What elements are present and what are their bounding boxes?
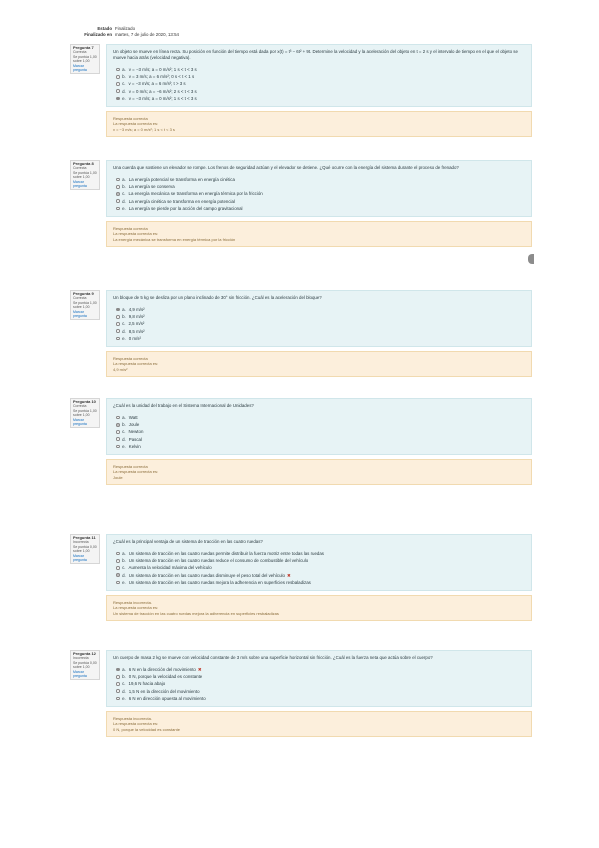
flag-question-link[interactable]: Marcar pregunta (73, 309, 87, 319)
answer-radio[interactable] (116, 68, 120, 72)
question-feedback (106, 595, 532, 621)
answer-text: v = −3 m/s; a = 0 m/s²; 1 s < t < 3 s (128, 67, 197, 72)
question-feedback (106, 111, 532, 137)
question-grade: Se puntúa 1,00 sobre 1,00 (73, 408, 97, 418)
answer-letter: d. (122, 328, 126, 334)
answer-letter: b. (122, 558, 126, 564)
flag-question-link[interactable]: Marcar pregunta (73, 179, 87, 189)
answer-text: v = −3 m/s; a = 6 m/s²; t > 3 s (128, 81, 186, 87)
answer-option[interactable] (116, 428, 525, 435)
answer-radio[interactable] (116, 185, 120, 189)
scroll-handle[interactable] (528, 254, 534, 264)
answer-option[interactable] (116, 335, 525, 342)
answer-text: Joule (128, 422, 140, 428)
question-info (70, 398, 100, 428)
question-number: Pregunta 8 (73, 161, 94, 166)
question-formulation (106, 398, 532, 455)
answer-option[interactable] (116, 564, 525, 571)
answer-text: 19,6 N hacia abajo (128, 681, 166, 687)
answer-letter: c. (122, 429, 126, 435)
answer-radio[interactable] (116, 682, 120, 686)
answer-radio[interactable] (116, 566, 120, 570)
answer-option[interactable] (116, 198, 525, 205)
answer-text: Un sistema de tracción en las cuatro ruedas mejora la adherencia en superficies resbaladizas (128, 579, 311, 585)
question-state: Correcta (73, 166, 87, 171)
answer-option[interactable] (116, 680, 525, 687)
answer-radio[interactable] (116, 689, 120, 693)
answer-radio[interactable] (116, 581, 120, 585)
feedback-body: La respuesta correcta es: (113, 605, 159, 611)
question-state: Correcta (73, 296, 87, 301)
answer-radio[interactable] (116, 437, 120, 441)
feedback-answer: v = −3 m/s; a = 0 m/s²; 1 s < t < 3 s (113, 126, 175, 132)
question-content (106, 398, 532, 485)
question-info (70, 160, 100, 190)
question-formulation (106, 650, 532, 707)
answer-option[interactable] (116, 695, 525, 702)
question-feedback (106, 351, 532, 377)
answer-text: Pascal (128, 436, 142, 442)
question-formulation (106, 44, 532, 107)
question-number: Pregunta 12 (73, 651, 96, 656)
question-formulation (106, 290, 532, 347)
answer-letter: a. (122, 67, 126, 72)
question-grade: Se puntúa 1,00 sobre 1,00 (73, 300, 97, 310)
answer-letter: a. (122, 307, 126, 312)
feedback-answer: 0 N, porque la velocidad es constante (113, 726, 180, 732)
question-text: Una cuerda que sostiene un elevador se rompe. Los frenos de seguridad actúan y el elevador se detiene. ¿Qué ocurre con la energía del sistema durante el proceso de frenado? (113, 165, 459, 170)
answer-list (113, 550, 525, 586)
answer-radio[interactable] (116, 337, 120, 341)
question-state: Incorrecta (73, 540, 89, 545)
answer-text: v = 3 m/s; a = 6 m/s²; 0 s < t < 1 s (128, 74, 195, 80)
question-content (106, 650, 532, 737)
answer-letter: b. (122, 422, 126, 428)
question-content (106, 160, 532, 247)
answer-radio[interactable] (116, 315, 120, 319)
feedback-title: Respuesta correcta (113, 464, 148, 470)
feedback-body: La respuesta correcta es: (113, 469, 159, 475)
feedback-answer: 4,9 m/s² (113, 366, 128, 372)
answer-text: Watt (128, 415, 138, 420)
flag-question-link[interactable]: Marcar pregunta (73, 417, 87, 427)
attempt-summary (84, 26, 179, 38)
feedback-body: La respuesta correcta es: (113, 231, 159, 237)
answer-text: Aumenta la velocidad máxima del vehículo (128, 565, 212, 571)
question-text: Un cuerpo de masa 2 kg se mueve con velocidad constante de 3 m/s sobre una superficie horizontal sin fricción. ¿Cuál es la fuerza neta que actúa sobre el cuerpo? (113, 655, 433, 660)
flag-question-link[interactable]: Marcar pregunta (73, 669, 87, 679)
answer-radio[interactable] (116, 329, 120, 333)
answer-text: v = −3 m/s; a = 0 m/s²; 1 s < t < 3 s (128, 95, 197, 101)
flag-question-link[interactable]: Marcar pregunta (73, 63, 87, 73)
question-number: Pregunta 10 (73, 399, 96, 404)
question-grade: Se puntúa 1,00 sobre 1,00 (73, 54, 97, 64)
answer-radio[interactable] (116, 89, 120, 93)
feedback-body: La respuesta correcta es: (113, 721, 159, 727)
question-text: ¿Cuál es la principal ventaja de un sistema de tracción en las cuatro ruedas? (113, 539, 263, 544)
answer-text: La energía se conserva (128, 184, 175, 190)
question-info (70, 290, 100, 320)
feedback-body: La respuesta correcta es: (113, 361, 159, 367)
status-value: Finalizado (115, 26, 136, 31)
status-label: Estado (97, 26, 112, 31)
answer-list (113, 176, 525, 212)
answer-option[interactable] (116, 190, 525, 197)
answer-radio[interactable] (116, 207, 120, 211)
answer-letter: d. (122, 436, 126, 442)
answer-text: 6 N en dirección opuesta al movimiento (128, 695, 206, 701)
answer-letter: d. (122, 572, 126, 578)
answer-letter: c. (122, 191, 126, 197)
answer-radio[interactable] (116, 308, 120, 312)
answer-text: 2,5 m/s² (128, 321, 145, 327)
answer-option[interactable] (116, 688, 525, 695)
answer-option[interactable] (116, 80, 525, 87)
answer-radio[interactable] (116, 322, 120, 326)
answer-letter: b. (122, 674, 126, 680)
answer-letter: c. (122, 321, 126, 327)
question-state: Incorrecta (73, 656, 89, 661)
question-number: Pregunta 11 (73, 535, 96, 540)
question-feedback (106, 459, 532, 485)
question-content (106, 290, 532, 377)
feedback-title: Respuesta correcta (113, 226, 148, 232)
question-text: ¿Cuál es la unidad del trabajo en el Sistema Internacional de Unidades? (113, 403, 254, 408)
answer-option[interactable] (116, 414, 525, 421)
answer-list (113, 666, 525, 702)
answer-option[interactable] (116, 95, 525, 102)
answer-radio[interactable] (116, 75, 120, 79)
answer-radio[interactable] (116, 559, 120, 563)
answer-text: Un sistema de tracción en las cuatro ruedas disminuye el peso total del vehículo (128, 572, 285, 578)
question-grade: Se puntúa 1,00 sobre 1,00 (73, 170, 97, 180)
answer-radio[interactable] (116, 82, 120, 86)
question-text: Un objeto se mueve en línea recta. Su posición en función del tiempo está dada por x(t) = t³ − 6t² + 9t. Determine la velocidad y la aceleración del objeto en t = 2 s y el intervalo de tiempo en el que el objeto se mueve hacia atrás (velocidad negativa). (113, 49, 518, 60)
answer-letter: b. (122, 184, 126, 190)
feedback-answer: Joule (113, 474, 123, 480)
answer-text: 8,5 m/s² (128, 328, 145, 334)
answer-radio[interactable] (116, 668, 120, 672)
finished-label: Finalizado en (84, 32, 112, 38)
answer-option[interactable] (116, 550, 525, 557)
answer-text: 0 N, porque la velocidad es constante (128, 674, 203, 680)
answer-radio[interactable] (116, 445, 120, 449)
feedback-title: Respuesta incorrecta. (113, 600, 152, 606)
answer-letter: c. (122, 681, 126, 687)
question-text: Un bloque de 5 kg se desliza por un plano inclinado de 30° sin fricción. ¿Cuál es la aceleración del bloque? (113, 295, 322, 300)
question-number: Pregunta 9 (73, 291, 94, 296)
question-info (70, 44, 100, 74)
answer-option[interactable] (116, 66, 525, 73)
answer-text: 1,5 N en la dirección del movimiento (128, 688, 200, 694)
answer-list (113, 414, 525, 450)
question-grade: Se puntúa 0,00 sobre 1,00 (73, 544, 97, 554)
finished-value: martes, 7 de julio de 2020, 13:54 (115, 32, 179, 38)
answer-option[interactable] (116, 579, 525, 586)
answer-letter: a. (122, 667, 126, 672)
answer-letter: e. (122, 579, 126, 585)
question-state: Correcta (73, 404, 87, 409)
feedback-title: Respuesta correcta (113, 116, 148, 122)
answer-list (113, 66, 525, 102)
answer-option[interactable] (116, 73, 525, 80)
answer-letter: d. (122, 88, 126, 94)
answer-text: 4,9 m/s² (128, 307, 145, 312)
answer-letter: a. (122, 551, 126, 556)
answer-option[interactable] (116, 421, 525, 428)
answer-option[interactable] (116, 572, 525, 579)
answer-radio[interactable] (116, 416, 120, 420)
answer-letter: b. (122, 314, 126, 320)
answer-letter: e. (122, 335, 126, 341)
question-content (106, 534, 532, 621)
question-formulation (106, 534, 532, 591)
answer-radio[interactable] (116, 430, 120, 434)
answer-letter: c. (122, 81, 126, 87)
answer-radio[interactable] (116, 573, 120, 577)
answer-letter: e. (122, 95, 126, 101)
question-info (70, 650, 100, 680)
answer-text: v = 0 m/s; a = −6 m/s²; 2 s < t < 3 s (128, 88, 197, 94)
answer-text: La energía se pierde por la acción del campo gravitacional (128, 205, 243, 211)
answer-letter: e. (122, 205, 126, 211)
question-info (70, 534, 100, 564)
question-grade: Se puntúa 0,00 sobre 1,00 (73, 660, 97, 670)
answer-option[interactable] (116, 328, 525, 335)
answer-radio[interactable] (116, 192, 120, 196)
question-formulation (106, 160, 532, 217)
answer-text: Kelvin (128, 443, 141, 449)
answer-text: 6 N en la dirección del movimiento (128, 667, 196, 672)
answer-option[interactable] (116, 673, 525, 680)
answer-letter: d. (122, 688, 126, 694)
answer-option[interactable] (116, 557, 525, 564)
feedback-answer: La energía mecánica se transforma en energía térmica por la fricción (113, 236, 236, 242)
answer-text: La energía mecánica se transforma en energía térmica por la fricción (128, 191, 263, 197)
answer-radio[interactable] (116, 552, 120, 556)
question-feedback (106, 221, 532, 247)
answer-option[interactable] (116, 436, 525, 443)
incorrect-mark-icon: ✖ (286, 572, 291, 578)
answer-radio[interactable] (116, 697, 120, 701)
answer-text: 0 m/s² (128, 335, 141, 341)
answer-letter: e. (122, 443, 126, 449)
answer-option[interactable] (116, 666, 525, 673)
answer-text: Newton (128, 429, 144, 435)
answer-option[interactable] (116, 176, 525, 183)
finished-row (84, 32, 179, 38)
incorrect-mark-icon: ✖ (197, 667, 202, 672)
feedback-answer: Un sistema de tracción en las cuatro ruedas mejora la adherencia en superficies resbaladizas (113, 610, 279, 616)
answer-letter: e. (122, 695, 126, 701)
question-state: Correcta (73, 50, 87, 55)
answer-text: La energía cinética se transforma en energía potencial (128, 198, 235, 204)
answer-option[interactable] (116, 183, 525, 190)
answer-option[interactable] (116, 320, 525, 327)
answer-text: La energía potencial se transforma en energía cinética (128, 177, 235, 182)
answer-radio[interactable] (116, 178, 120, 182)
feedback-title: Respuesta correcta (113, 356, 148, 362)
answer-option[interactable] (116, 313, 525, 320)
answer-letter: d. (122, 198, 126, 204)
feedback-body: La respuesta correcta es: (113, 121, 159, 127)
answer-text: Un sistema de tracción en las cuatro ruedas permite distribuir la fuerza motriz entre todas las ruedas (128, 551, 324, 556)
answer-letter: c. (122, 565, 126, 571)
answer-letter: b. (122, 74, 126, 80)
answer-letter: a. (122, 177, 126, 182)
answer-radio[interactable] (116, 199, 120, 203)
answer-list (113, 306, 525, 342)
answer-option[interactable] (116, 88, 525, 95)
answer-text: 9,8 m/s² (128, 314, 145, 320)
answer-radio[interactable] (116, 97, 120, 101)
question-content (106, 44, 532, 137)
answer-option[interactable] (116, 306, 525, 313)
question-number: Pregunta 7 (73, 45, 94, 50)
answer-radio[interactable] (116, 423, 120, 427)
answer-option[interactable] (116, 443, 525, 450)
feedback-title: Respuesta incorrecta. (113, 716, 152, 722)
answer-radio[interactable] (116, 675, 120, 679)
question-feedback (106, 711, 532, 737)
answer-letter: a. (122, 415, 126, 420)
answer-text: Un sistema de tracción en las cuatro ruedas reduce el consumo de combustible del vehículo (128, 558, 309, 564)
flag-question-link[interactable]: Marcar pregunta (73, 553, 87, 563)
answer-option[interactable] (116, 205, 525, 212)
